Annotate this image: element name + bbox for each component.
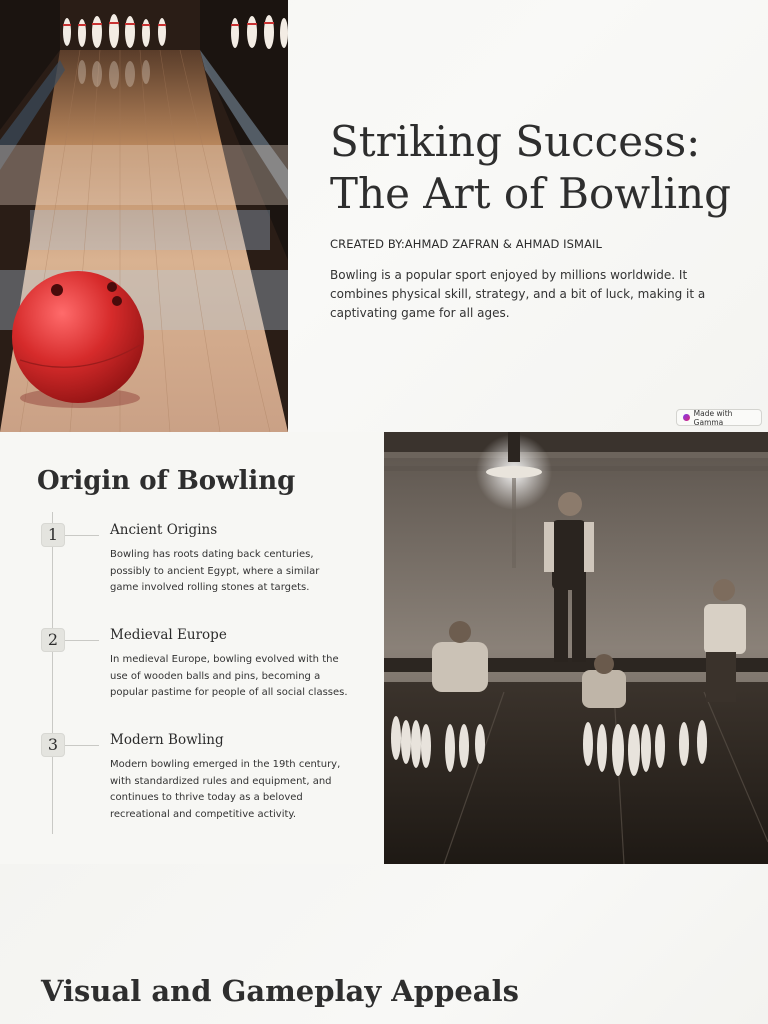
timeline-line bbox=[52, 512, 53, 834]
badge-label: Made with Gamma bbox=[693, 408, 733, 427]
step-description: Modern bowling emerged in the 19th century, with standardized rules and equipment, and continues to thrive today as a beloved recreational and competitive activity. bbox=[110, 759, 341, 821]
visual-appeals-title: Visual and Gameplay Appeals bbox=[41, 974, 519, 1008]
step-connector bbox=[65, 745, 99, 746]
step-number: 1 bbox=[41, 523, 65, 547]
step-description: In medieval Europe, bowling evolved with the use of wooden balls and pins, becoming a popular pastime for people of all social classes. bbox=[110, 654, 348, 699]
step-description: Bowling has roots dating back centuries, possibly to ancient Egypt, where a similar game involved rolling stones at targets. bbox=[110, 549, 320, 594]
slide-origin bbox=[0, 432, 768, 864]
title-line-1: Striking Success: bbox=[330, 117, 701, 166]
step-number: 2 bbox=[41, 628, 65, 652]
step-title: Ancient Origins bbox=[110, 522, 218, 538]
page-title bbox=[330, 116, 750, 220]
intro-paragraph: Bowling is a popular sport enjoyed by millions worldwide. It combines physical skill, strategy, and a bit of luck, making it a captivating game for all ages. bbox=[330, 268, 706, 320]
credit-text: CREATED BY:AHMAD ZAFRAN & AHMAD ISMAIL bbox=[330, 237, 603, 251]
hero-bowling-image bbox=[0, 0, 288, 432]
step-number: 3 bbox=[41, 733, 65, 757]
slide-visual-appeals bbox=[0, 864, 768, 1024]
vintage-bowling-photo bbox=[384, 432, 768, 864]
origin-title: Origin of Bowling bbox=[37, 466, 296, 496]
step-title: Modern Bowling bbox=[110, 732, 224, 748]
gamma-logo-icon bbox=[683, 414, 690, 421]
vintage-bowling-alley-photo-icon bbox=[384, 432, 768, 864]
title-line-2: The Art of Bowling bbox=[330, 169, 731, 218]
step-title: Medieval Europe bbox=[110, 627, 227, 643]
step-connector bbox=[65, 535, 99, 536]
step-connector bbox=[65, 640, 99, 641]
made-with-gamma-badge[interactable] bbox=[676, 409, 762, 426]
bowling-lane-photo-icon bbox=[0, 0, 288, 432]
slide-title bbox=[0, 0, 768, 432]
